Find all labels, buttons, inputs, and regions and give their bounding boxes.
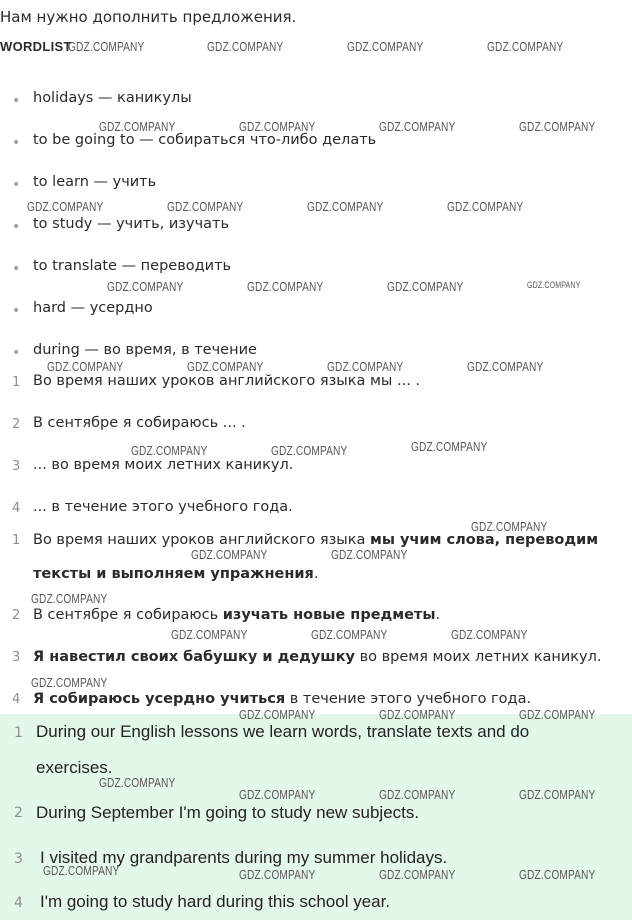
watermark: GDZ.COMPANY: [467, 359, 544, 374]
watermark: GDZ.COMPANY: [379, 119, 456, 134]
watermark: GDZ.COMPANY: [239, 867, 316, 882]
watermark: GDZ.COMPANY: [447, 199, 524, 214]
task-text: ... в течение этого учебного года.: [33, 499, 293, 515]
watermark: GDZ.COMPANY: [311, 627, 388, 642]
wordlist-item: to study — учить, изучать: [33, 216, 230, 232]
bullet: •: [12, 303, 21, 319]
answer-number: 1: [12, 533, 21, 548]
answer-ru-text: Я навестил своих бабушку и дедушку во время моих летних каникул.: [33, 649, 602, 665]
watermark: GDZ.COMPANY: [387, 279, 464, 294]
wordlist-item: to learn — учить: [33, 174, 157, 190]
answer-en-text: I visited my grandparents during my summer holidays.: [40, 848, 448, 867]
watermark: GDZ.COMPANY: [331, 547, 408, 562]
watermark: GDZ.COMPANY: [527, 280, 581, 290]
watermark: GDZ.COMPANY: [167, 199, 244, 214]
watermark: GDZ.COMPANY: [99, 775, 176, 790]
bullet: •: [12, 219, 21, 235]
watermark: GDZ.COMPANY: [327, 359, 404, 374]
task-text: В сентябре я собираюсь ... .: [33, 415, 246, 431]
wordlist-item: to be going to — собираться что-либо делать: [33, 132, 377, 148]
answer-en-text: During September I'm going to study new subjects.: [36, 803, 420, 822]
wordlist-item: to translate — переводить: [33, 258, 232, 274]
watermark: GDZ.COMPANY: [68, 39, 145, 54]
wordlist-label: WORDLIST: [0, 39, 72, 54]
watermark: GDZ.COMPANY: [43, 863, 120, 878]
task-text: ... во время моих летних каникул.: [33, 457, 294, 473]
watermark: GDZ.COMPANY: [347, 39, 424, 54]
answer-en-number: 2: [14, 805, 23, 821]
answer-number: 3: [12, 650, 21, 665]
wordlist-item: during — во время, в течение: [33, 342, 257, 358]
watermark: GDZ.COMPANY: [191, 547, 268, 562]
watermark: GDZ.COMPANY: [107, 279, 184, 294]
answer-en-text: I'm going to study hard during this school year.: [40, 892, 391, 911]
task-number: 1: [12, 375, 21, 390]
watermark: GDZ.COMPANY: [379, 867, 456, 882]
watermark: GDZ.COMPANY: [27, 199, 104, 214]
task-number: 4: [12, 501, 21, 516]
watermark: GDZ.COMPANY: [519, 787, 596, 802]
watermark: GDZ.COMPANY: [47, 359, 124, 374]
watermark: GDZ.COMPANY: [411, 439, 488, 454]
watermark: GDZ.COMPANY: [31, 675, 108, 690]
watermark: GDZ.COMPANY: [471, 519, 548, 534]
watermark: GDZ.COMPANY: [239, 787, 316, 802]
watermark: GDZ.COMPANY: [307, 199, 384, 214]
answer-ru-text: Во время наших уроков английского языка мы учим слова, переводим тексты и выполняем упражнения.: [33, 532, 599, 582]
answer-en-text: During our English lessons we learn words, translate texts and do exercises.: [36, 722, 530, 777]
watermark: GDZ.COMPANY: [519, 867, 596, 882]
watermark: GDZ.COMPANY: [487, 39, 564, 54]
answer-ru-text: В сентябре я собираюсь изучать новые предметы.: [33, 607, 441, 623]
watermark: GDZ.COMPANY: [379, 707, 456, 722]
watermark: GDZ.COMPANY: [99, 119, 176, 134]
bullet: •: [12, 261, 21, 277]
answer-number: 4: [12, 692, 21, 707]
watermark: GDZ.COMPANY: [379, 787, 456, 802]
answer-en-number: 1: [14, 725, 23, 741]
watermark: GDZ.COMPANY: [271, 443, 348, 458]
intro-text: Нам нужно дополнить предложения.: [0, 8, 297, 26]
watermark: GDZ.COMPANY: [519, 119, 596, 134]
wordlist-item: holidays — каникулы: [33, 90, 192, 106]
watermark: GDZ.COMPANY: [239, 707, 316, 722]
task-number: 2: [12, 417, 21, 432]
watermark: GDZ.COMPANY: [239, 119, 316, 134]
bullet: •: [12, 93, 21, 109]
answer-en-number: 3: [14, 851, 23, 867]
watermark: GDZ.COMPANY: [451, 627, 528, 642]
answer-ru-text: Я собираюсь усердно учиться в течение этого учебного года.: [33, 691, 532, 707]
answer-en-number: 4: [14, 895, 23, 911]
watermark: GDZ.COMPANY: [131, 443, 208, 458]
watermark: GDZ.COMPANY: [519, 707, 596, 722]
watermark: GDZ.COMPANY: [171, 627, 248, 642]
watermark: GDZ.COMPANY: [247, 279, 324, 294]
wordlist-item: hard — усердно: [33, 300, 153, 316]
bullet: •: [12, 345, 21, 361]
watermark: GDZ.COMPANY: [207, 39, 284, 54]
watermark: GDZ.COMPANY: [31, 591, 108, 606]
watermark: GDZ.COMPANY: [187, 359, 264, 374]
answer-number: 2: [12, 608, 21, 623]
task-number: 3: [12, 459, 21, 474]
bullet: •: [12, 135, 21, 151]
task-text: Во время наших уроков английского языка мы ... .: [33, 373, 421, 389]
bullet: •: [12, 177, 21, 193]
